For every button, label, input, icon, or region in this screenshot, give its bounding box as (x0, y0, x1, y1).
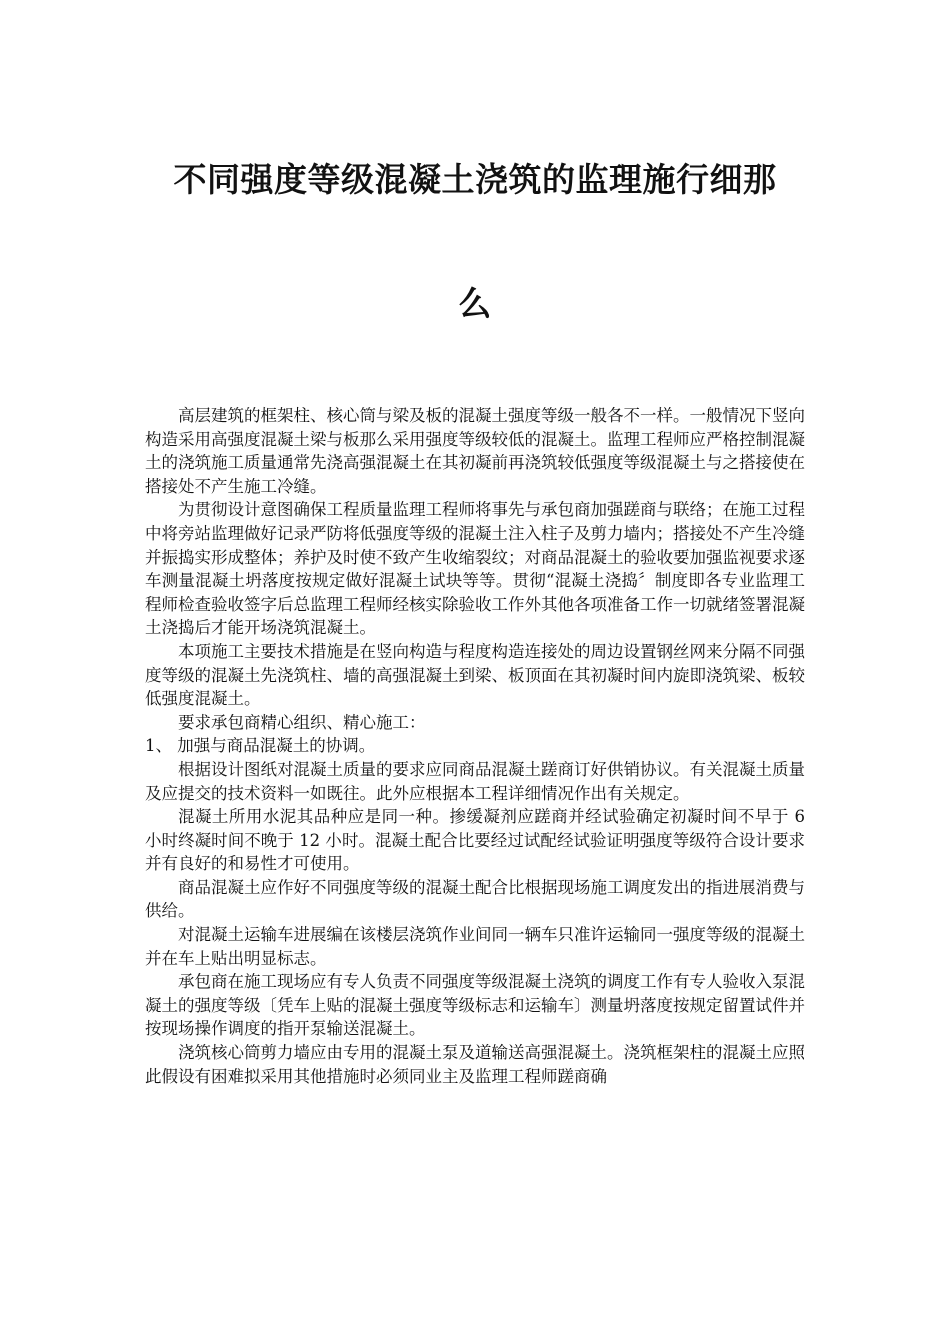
paragraph-mix-supply: 商品混凝土应作好不同强度等级的混凝土配合比根据现场施工调度发出的指进展消费与供给。 (145, 877, 805, 921)
document-title-line-1: 不同强度等级混凝土浇筑的监理施行细那 (173, 160, 777, 199)
paragraph-cement-retarder: 混凝土所用水泥其品种应是同一种。掺缓凝剂应蹉商并经试验确定初凝时间不早于 6 小时终凝时间不晚于 12 小时。混凝土配合比要经过试配经试验证明强度等级符合设计要求并有良好的和易性才可使用。 (145, 807, 805, 874)
paragraph-supply-agreement: 根据设计图纸对混凝土质量的要求应同商品混凝土蹉商订好供销协议。有关混凝土质量及应提交的技术资料一如既往。此外应根据本工程详细情况作出有关规定。 (145, 759, 805, 803)
paragraph-site-dispatch: 承包商在施工现场应有专人负责不同强度等级混凝土浇筑的调度工作有专人验收入泵混凝土的强度等级〔凭车上贴的混凝土强度等级标志和运输车〕测量坍落度按规定留置试件并按现场操作调度的指开泵输送混凝土。 (145, 972, 805, 1039)
paragraph-design-intent: 为贯彻设计意图确保工程质量监理工程师将事先与承包商加强蹉商与联络；在施工过程中将旁站监理做好记录严防将低强度等级的混凝土注入柱子及剪力墙内；搭接处不产生冷缝并振捣实形成整体；养护及时使不致产生收缩裂纹；对商品混凝土的验收要加强监视要求逐车测量混凝土坍落度按规定做好混凝土试块等等。贯彻“混凝土浇捣〞制度即各专业监理工程师检查验收签字后总监理工程师经核实除验收工作外其他各项准备工作一切就绪签署混凝土浇捣后才能开场浇筑混凝土。 (145, 500, 805, 638)
paragraph-core-wall-pumping: 浇筑核心筒剪力墙应由专用的混凝土泵及道输送高强混凝土。浇筑框架柱的混凝土应照此假设有困难拟采用其他措施时必须同业主及监理工程师蹉商确 (145, 1043, 805, 1086)
paragraph-intro: 高层建筑的框架柱、核心筒与梁及板的混凝土强度等级一般各不一样。一般情况下竖向构造采用高强度混凝土梁与板那么采用强度等级较低的混凝土。监理工程师应严格控制混凝土的浇筑施工质量通常先浇高强混凝土在其初凝前再浇筑较低强度等级混凝土与之搭接使在搭接处不产生施工冷缝。 (145, 406, 805, 496)
paragraph-requirements: 要求承包商精心组织、精心施工： (178, 712, 426, 732)
list-item-1: 1、 加强与商品混凝土的协调。 (145, 736, 376, 756)
paragraph-truck-marking: 对混凝土运输车进展编在该楼层浇筑作业间同一辆车只准许运输同一强度等级的混凝土并在车上贴出明显标志。 (145, 925, 805, 968)
document-body (145, 404, 805, 1088)
document-title-line-2: 么 (458, 284, 492, 323)
paragraph-technical-measures: 本项施工主要技术措施是在竖向构造与程度构造连接处的周边设置钢丝网来分隔不同强度等级的混凝土先浇筑柱、墙的高强混凝土到梁、板顶面在其初凝时间内旋即浇筑梁、板较低强度混凝土。 (145, 641, 805, 709)
